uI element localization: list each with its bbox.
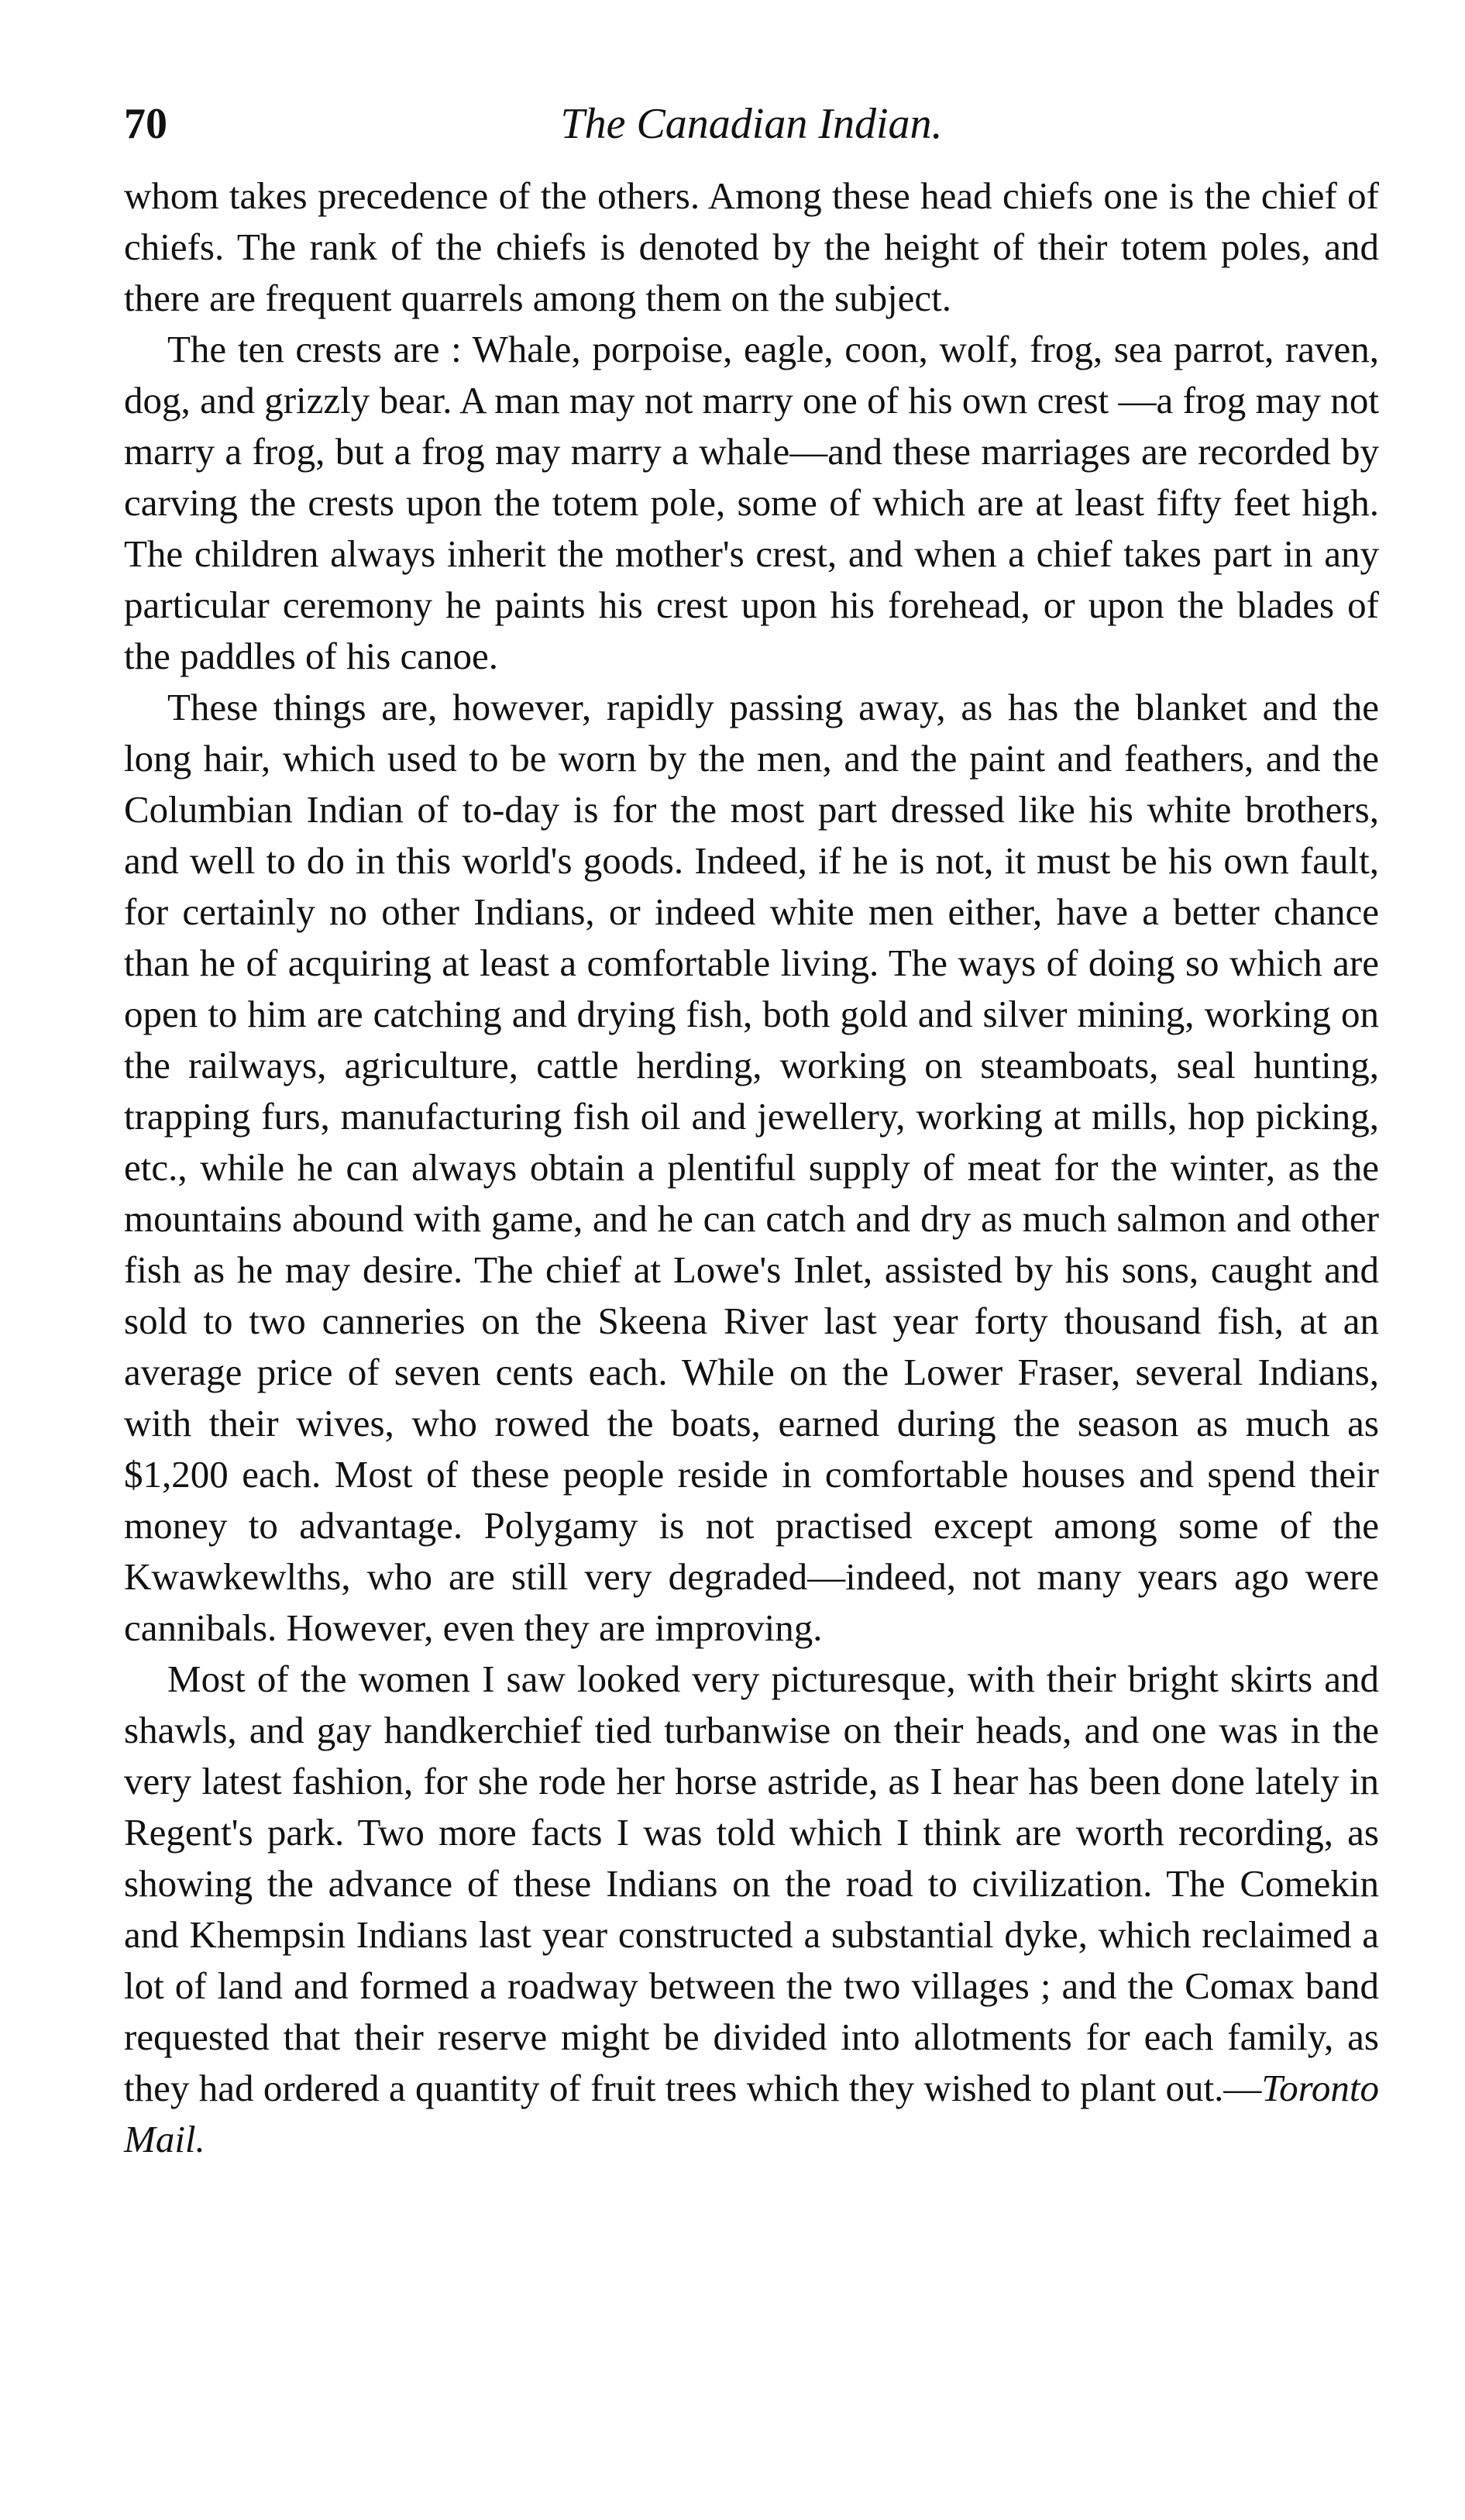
book-page bbox=[124, 93, 1379, 2165]
page-number: 70 bbox=[124, 100, 167, 148]
paragraph: The ten crests are : Whale, porpoise, eagle, coon, wolf, frog, sea parrot, raven, dog, and grizzly bear. A man may not marry one of his own crest —a frog may not marry a frog, but a frog may marry a whale—and these marriages are recorded by carving the crests upon the totem pole, some of which are at least fifty feet high. The children always inherit the mother's crest, and when a chief takes part in any particular ceremony he paints his crest upon his forehead, or upon the blades of the paddles of his canoe. bbox=[124, 328, 1379, 677]
paragraph-text: Most of the women I saw looked very picturesque, with their bright skirts and shawls, and gay handkerchief tied turbanwise on their heads, and one was in the very latest fashion, for she rode her horse astride, as I hear has been done lately in Regent's park. Two more facts I was told which I think are worth recording, as showing the advance of these Indians on the road to civilization. The Comekin and Khempsin Indians last year constructed a substantial dyke, which reclaimed a lot of land and formed a roadway between the two villages ; and the Comax band requested that their reserve might be divided into allotments for each family, as they had ordered a quantity of fruit trees which they wished to plant out.— bbox=[124, 1658, 1379, 2109]
source-citation: Toronto Mail. bbox=[124, 2067, 1379, 2160]
paragraph: whom takes precedence of the others. Among these head chiefs one is the chief of chiefs. The rank of the chiefs is denoted by the height of their totem poles, and there are frequent quarrels among them on the subject. bbox=[124, 174, 1379, 319]
running-title: The Canadian Indian. bbox=[560, 100, 943, 148]
page-header bbox=[124, 93, 1379, 155]
paragraph-last bbox=[124, 1654, 1379, 2165]
paragraph: These things are, however, rapidly passing away, as has the blanket and the long hair, which used to be worn by the men, and the paint and feathers, and the Columbian Indian of to-day is for the most part dressed like his white brothers, and well to do in this world's goods. Indeed, if he is not, it must be his own fault, for certainly no other Indians, or indeed white men either, have a better chance than he of acquiring at least a comfortable living. The ways of doing so which are open to him are catching and drying fish, both gold and silver mining, working on the railways, agriculture, cattle herding, working on steamboats, seal hunting, trapping furs, manufacturing fish oil and jewellery, working at mills, hop picking, etc., while he can always obtain a plentiful supply of meat for the winter, as the mountains abound with game, and he can catch and dry as much salmon and other fish as he may desire. The chief at Lowe's Inlet, assisted by his sons, caught and sold to two canneries on the Skeena River last year forty thousand fish, at an average price of seven cents each. While on the Lower Fraser, several Indians, with their wives, who rowed the boats, earned during the season as much as $1,200 each. Most of these people reside in comfortable houses and spend their money to advantage. Polygamy is not practised except among some of the Kwawkewlths, who are still very degraded—indeed, not many years ago were cannibals. However, even they are improving. bbox=[124, 686, 1379, 1649]
body-text bbox=[124, 170, 1379, 2165]
